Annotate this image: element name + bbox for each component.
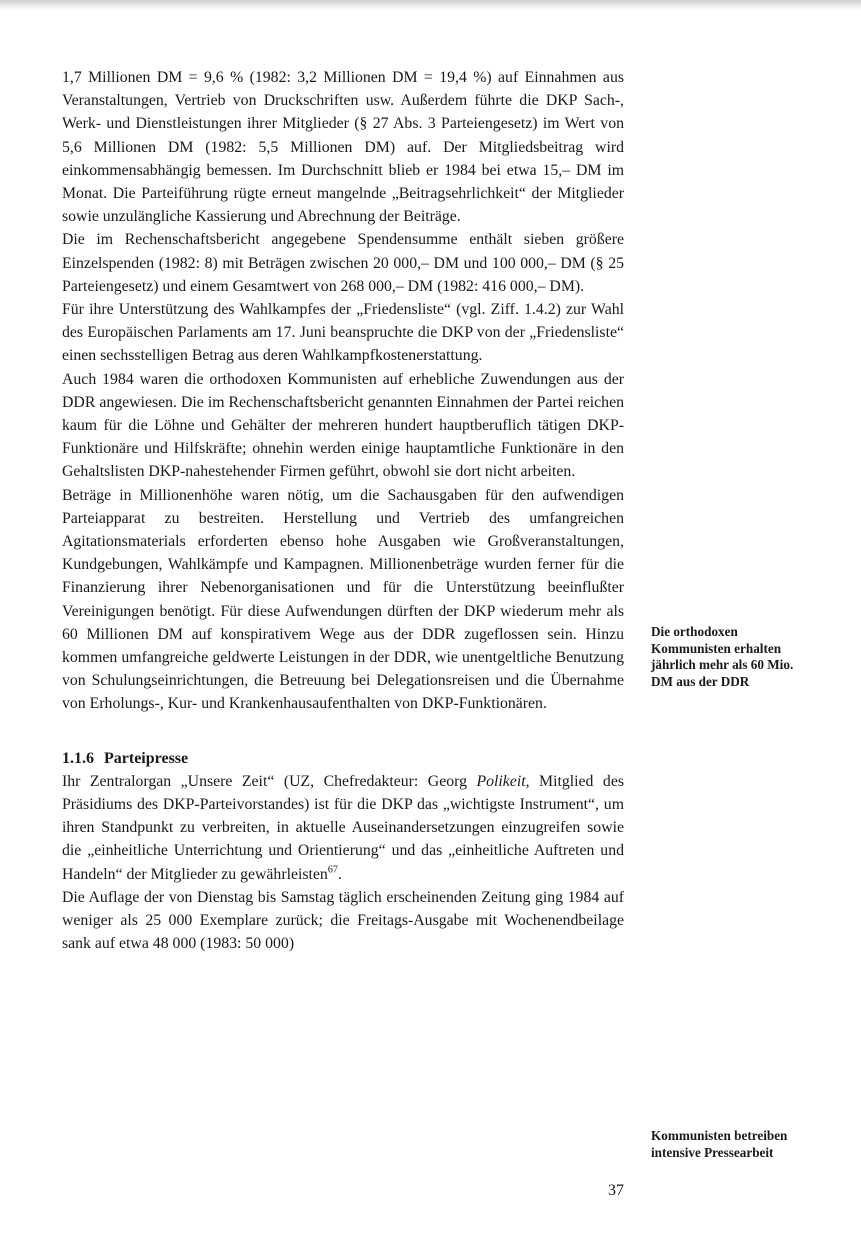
section-title: Parteipresse <box>104 749 189 767</box>
paragraph-donations: Die im Rechenschaftsbericht angegebene Spendensumme enthält sieben größere Einzelspenden (1982: 8) mit Beträgen zwischen 20 000,– DM und 100 000,– DM (§ 25 Parteiengesetz) und einem Gesamtwert von 268 000,– DM (1982: 416 000,– DM). <box>62 231 624 295</box>
central-organ-text-b: , Mitglied des Präsidiums des DKP-Parteivorstandes) ist für die DKP das „wichtigste Instrument“, um ihren Standpunkt zu verbreiten, in aktuelle Auseinandersetzungen einzugreifen sowie die „einheitliche Unterrichtung und Orientierung“ und das „einheitliche Auftreten und Handeln“ der Mitglieder zu gewährleisten <box>62 772 624 883</box>
main-text-column <box>62 66 624 955</box>
central-organ-text-a: Ihr Zentralorgan „Unsere Zeit“ (UZ, Chefredakteur: Georg <box>62 772 477 790</box>
paragraph-contributions: 1,7 Millionen DM = 9,6 % (1982: 3,2 Millionen DM = 19,4 %) auf Einnahmen aus Veranstaltungen, Vertrieb von Druckschriften usw. Außerdem führte die DKP Sach-, Werk- und Dienstleistungen ihrer Mitglieder (§ 27 Abs. 3 Parteiengesetz) im Wert von 5,6 Millionen DM (1982: 5,5 Millionen DM) auf. Der Mitgliedsbeitrag wird einkommensabhängig bemessen. Im Durchschnitt blieb er 1984 bei etwa 15,– DM im Monat. Die Parteiführung rügte erneut mangelnde „Beitragsehrlichkeit“ der Mitglieder sowie unzulängliche Kassierung und Abrechnung der Beiträge. <box>62 69 624 226</box>
paragraph-ddr-funding: Auch 1984 waren die orthodoxen Kommunisten auf erhebliche Zuwendungen aus der DDR angewiesen. Die im Rechenschaftsbericht genannten Einnahmen der Partei reichen kaum für die Löhne und Gehälter der mehreren hundert hauptberuflich tätigen DKP-Funktionäre und Hilfskräfte; ohnehin werden einige hauptamtliche Funktionäre in den Gehaltslisten DKP-nahestehender Firmen geführt, obwohl sie dort nicht arbeiten. <box>62 370 624 481</box>
paragraph-friedensliste: Für ihre Unterstützung des Wahlkampfes der „Friedensliste“ (vgl. Ziff. 1.4.2) zur Wahl des Europäischen Parlaments am 17. Juni beanspruchte die DKP von der „Friedensliste“ einen sechsstelligen Betrag aus deren Wahlkampfkostenerstattung. <box>62 301 624 365</box>
paragraph-expenses: Beträge in Millionenhöhe waren nötig, um die Sachausgaben für den aufwendigen Parteiapparat zu bestreiten. Herstellung und Vertrieb des umfangreichen Agitationsmaterials erforderten ebenso hohe Ausgaben wie Großveranstaltungen, Kundgebungen, Wahlkämpfe und Kampagnen. Millionenbeträge wurden ferner für die Finanzierung ihrer Nebenorganisationen und für die Unterstützung beeinflußter Vereinigungen benötigt. Für diese Aufwendungen dürften der DKP wiederum mehr als 60 Millionen DM auf konspirativem Wege aus der DDR zugeflossen sein. Hinzu kommen umfangreiche geldwerte Leistungen in der DDR, wie unentgeltliche Benutzung von Schulungseinrichtungen, die Betreuung bei Delegationsreisen und die Übernahme von Erholungs-, Kur- und Krankenhausaufenthalten von DKP-Funktionären. <box>62 486 624 713</box>
central-organ-text-end: . <box>337 865 342 883</box>
editor-name: Polikeit <box>476 772 526 790</box>
section-heading <box>62 748 624 770</box>
page-number: 37 <box>608 1182 624 1199</box>
footnote-ref[interactable]: 67 <box>327 864 338 876</box>
margin-note-press: Kommunisten betreiben intensive Pressearbeit <box>651 1128 788 1160</box>
paragraph-circulation: Die Auflage der von Dienstag bis Samstag täglich erscheinenden Zeitung ging 1984 auf weniger als 25 000 Exemplare zurück; die Freitags-Ausgabe mit Wochenendbeilage sank auf etwa 48 000 (1983: 50 000) <box>62 888 624 953</box>
margin-note-ddr-funding: Die orthodoxen Kommunisten erhalten jährlich mehr als 60 Mio. DM aus der DDR <box>651 624 794 689</box>
section-number: 1.1.6 <box>62 749 94 767</box>
paragraph-central-organ <box>62 770 624 886</box>
scan-edge <box>0 0 861 10</box>
